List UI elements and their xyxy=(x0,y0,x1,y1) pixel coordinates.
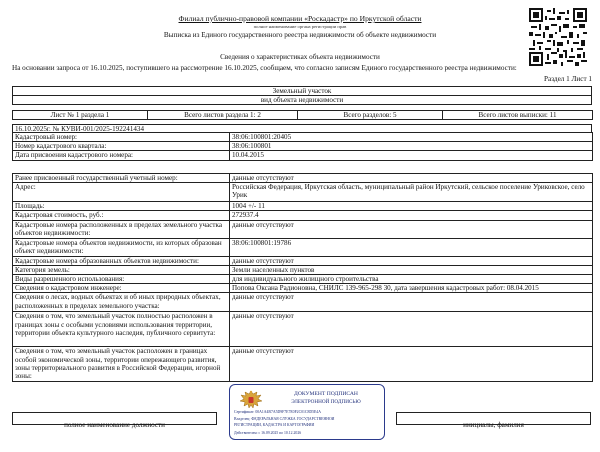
document-title: Выписка из Единого государственного реестра недвижимости об объекте недвижимости xyxy=(163,31,437,39)
table-row xyxy=(13,347,593,382)
position-caption: полное наименование должности xyxy=(64,421,165,429)
table-row xyxy=(13,265,593,274)
ident-value: 38:06:100801:20405 xyxy=(230,133,593,142)
info-title: Сведения о характеристиках объекта недвижимости xyxy=(220,53,380,61)
total-sheets: Всего листов выписки: 11 xyxy=(443,111,593,120)
table-row xyxy=(13,238,593,256)
detail-label: Виды разрешенного использования: xyxy=(13,275,230,284)
table-row xyxy=(13,174,593,183)
table-row xyxy=(13,284,593,293)
table-row xyxy=(13,312,593,347)
table-row xyxy=(13,220,593,238)
ident-row xyxy=(13,142,593,151)
detail-value: данные отсутствуют xyxy=(230,347,593,382)
stamp-validity: Действителен: с 16.09.2025 по 10.12.2026 xyxy=(234,431,302,435)
e-signature-stamp xyxy=(229,384,385,440)
total-section-sheets: Всего листов раздела 1: 2 xyxy=(148,111,298,120)
detail-label: Кадастровые номера объектов недвижимости, из которых образован объект недвижимости: xyxy=(13,238,230,256)
ident-value: 10.04.2015 xyxy=(230,151,593,160)
name-caption-box xyxy=(396,412,591,429)
sheets-table xyxy=(12,110,593,120)
org-subtitle: полное наименование органа регистрации прав xyxy=(253,24,347,29)
detail-value: Земли населенных пунктов xyxy=(230,265,593,274)
ident-label: Кадастровый номер: xyxy=(13,133,230,142)
detail-value: 272937.4 xyxy=(230,211,593,220)
detail-value: Попова Оксана Радионовна, СНИЛС 139-965-298 30, дата завершения кадастровых работ: 08.04.2015 xyxy=(230,284,593,293)
object-type-caption-text: вид объекта недвижимости xyxy=(260,96,344,104)
table-row xyxy=(13,275,593,284)
detail-label: Площадь: xyxy=(13,202,230,211)
sheet-number: Лист № 1 раздела 1 xyxy=(13,111,148,120)
detail-label: Сведения о кадастровом инженере: xyxy=(13,284,230,293)
detail-label: Кадастровая стоимость, руб.: xyxy=(13,211,230,220)
detail-value: данные отсутствуют xyxy=(230,174,593,183)
detail-value: данные отсутствуют xyxy=(230,256,593,265)
stamp-owner-cont: РЕГИСТРАЦИИ, КАДАСТРА И КАРТОГРАФИИ xyxy=(234,423,315,427)
detail-value: данные отсутствуют xyxy=(230,220,593,238)
table-row xyxy=(13,256,593,265)
details-table xyxy=(12,173,593,382)
detail-label: Сведения о лесах, водных объектах и об иных природных объектах, расположенных в пределах земельного участка: xyxy=(13,293,230,312)
ident-value: 38:06:100801 xyxy=(230,142,593,151)
object-type-value: Земельный участок xyxy=(272,87,332,95)
ident-row xyxy=(13,151,593,160)
ident-table xyxy=(12,132,593,161)
position-caption-box xyxy=(12,412,217,429)
name-caption: инициалы, фамилия xyxy=(463,421,524,429)
detail-label: Кадастровые номера образованных объектов недвижимости: xyxy=(13,256,230,265)
stamp-title: ДОКУМЕНТ ПОДПИСАН xyxy=(294,391,358,397)
intro-text: На основании запроса от 16.10.2025, поступившего на рассмотрение 16.10.2025, сообщаем, что согласно записям Единого государственного реестра недвижимости: xyxy=(12,64,517,72)
total-sections: Всего разделов: 5 xyxy=(298,111,443,120)
detail-value: Российская Федерация, Иркутская область, муниципальный район Иркутский, сельское поселение Уриковское, село Урик xyxy=(230,183,593,202)
table-row xyxy=(13,293,593,312)
detail-value: данные отсутствуют xyxy=(230,293,593,312)
table-row xyxy=(13,211,593,220)
stamp-certificate: Сертификат: 00A1A4B7A5D9F7E7E0F2C01C8D5E4A xyxy=(234,410,321,414)
table-row xyxy=(13,183,593,202)
ident-label: Дата присвоения кадастрового номера: xyxy=(13,151,230,160)
detail-label: Кадастровые номера расположенных в пределах земельного участка объектов недвижимости: xyxy=(13,220,230,238)
ident-row xyxy=(13,133,593,142)
object-type-caption xyxy=(12,95,592,105)
detail-label: Категория земель: xyxy=(13,265,230,274)
qr-code-icon xyxy=(529,8,587,66)
extract-number-text: 16.10.2025г. № КУВИ-001/2025-192241434 xyxy=(15,125,145,133)
stamp-owner: Владелец: ФЕДЕРАЛЬНАЯ СЛУЖБА ГОСУДАРСТВЕННОЙ xyxy=(234,417,335,421)
detail-label: Сведения о том, что земельный участок расположен в границах особой экономической зоны, территории опережающего развития, зоны территориального развития в Российской Федерации, игорной зоны: xyxy=(13,347,230,382)
table-row xyxy=(13,202,593,211)
detail-value: данные отсутствуют xyxy=(230,312,593,347)
detail-label: Сведения о том, что земельный участок полностью расположен в границах зоны с особыми условиями использования территории, территории объекта культурного наследия, публичного сервитута: xyxy=(13,312,230,347)
detail-label: Ранее присвоенный государственный учетный номер: xyxy=(13,174,230,183)
section-info: Раздел 1 Лист 1 xyxy=(544,75,592,83)
detail-value: 1004 +/- 11 xyxy=(230,202,593,211)
detail-label: Адрес: xyxy=(13,183,230,202)
stamp-subtitle: ЭЛЕКТРОННОЙ ПОДПИСЬЮ xyxy=(291,399,361,405)
org-title: Филиал публично-правовой компании «Роскадастр» по Иркутской области xyxy=(178,14,422,23)
ident-label: Номер кадастрового квартала: xyxy=(13,142,230,151)
detail-value: для индивидуального жилищного строительства xyxy=(230,275,593,284)
detail-value: 38:06:100801:19786 xyxy=(230,238,593,256)
